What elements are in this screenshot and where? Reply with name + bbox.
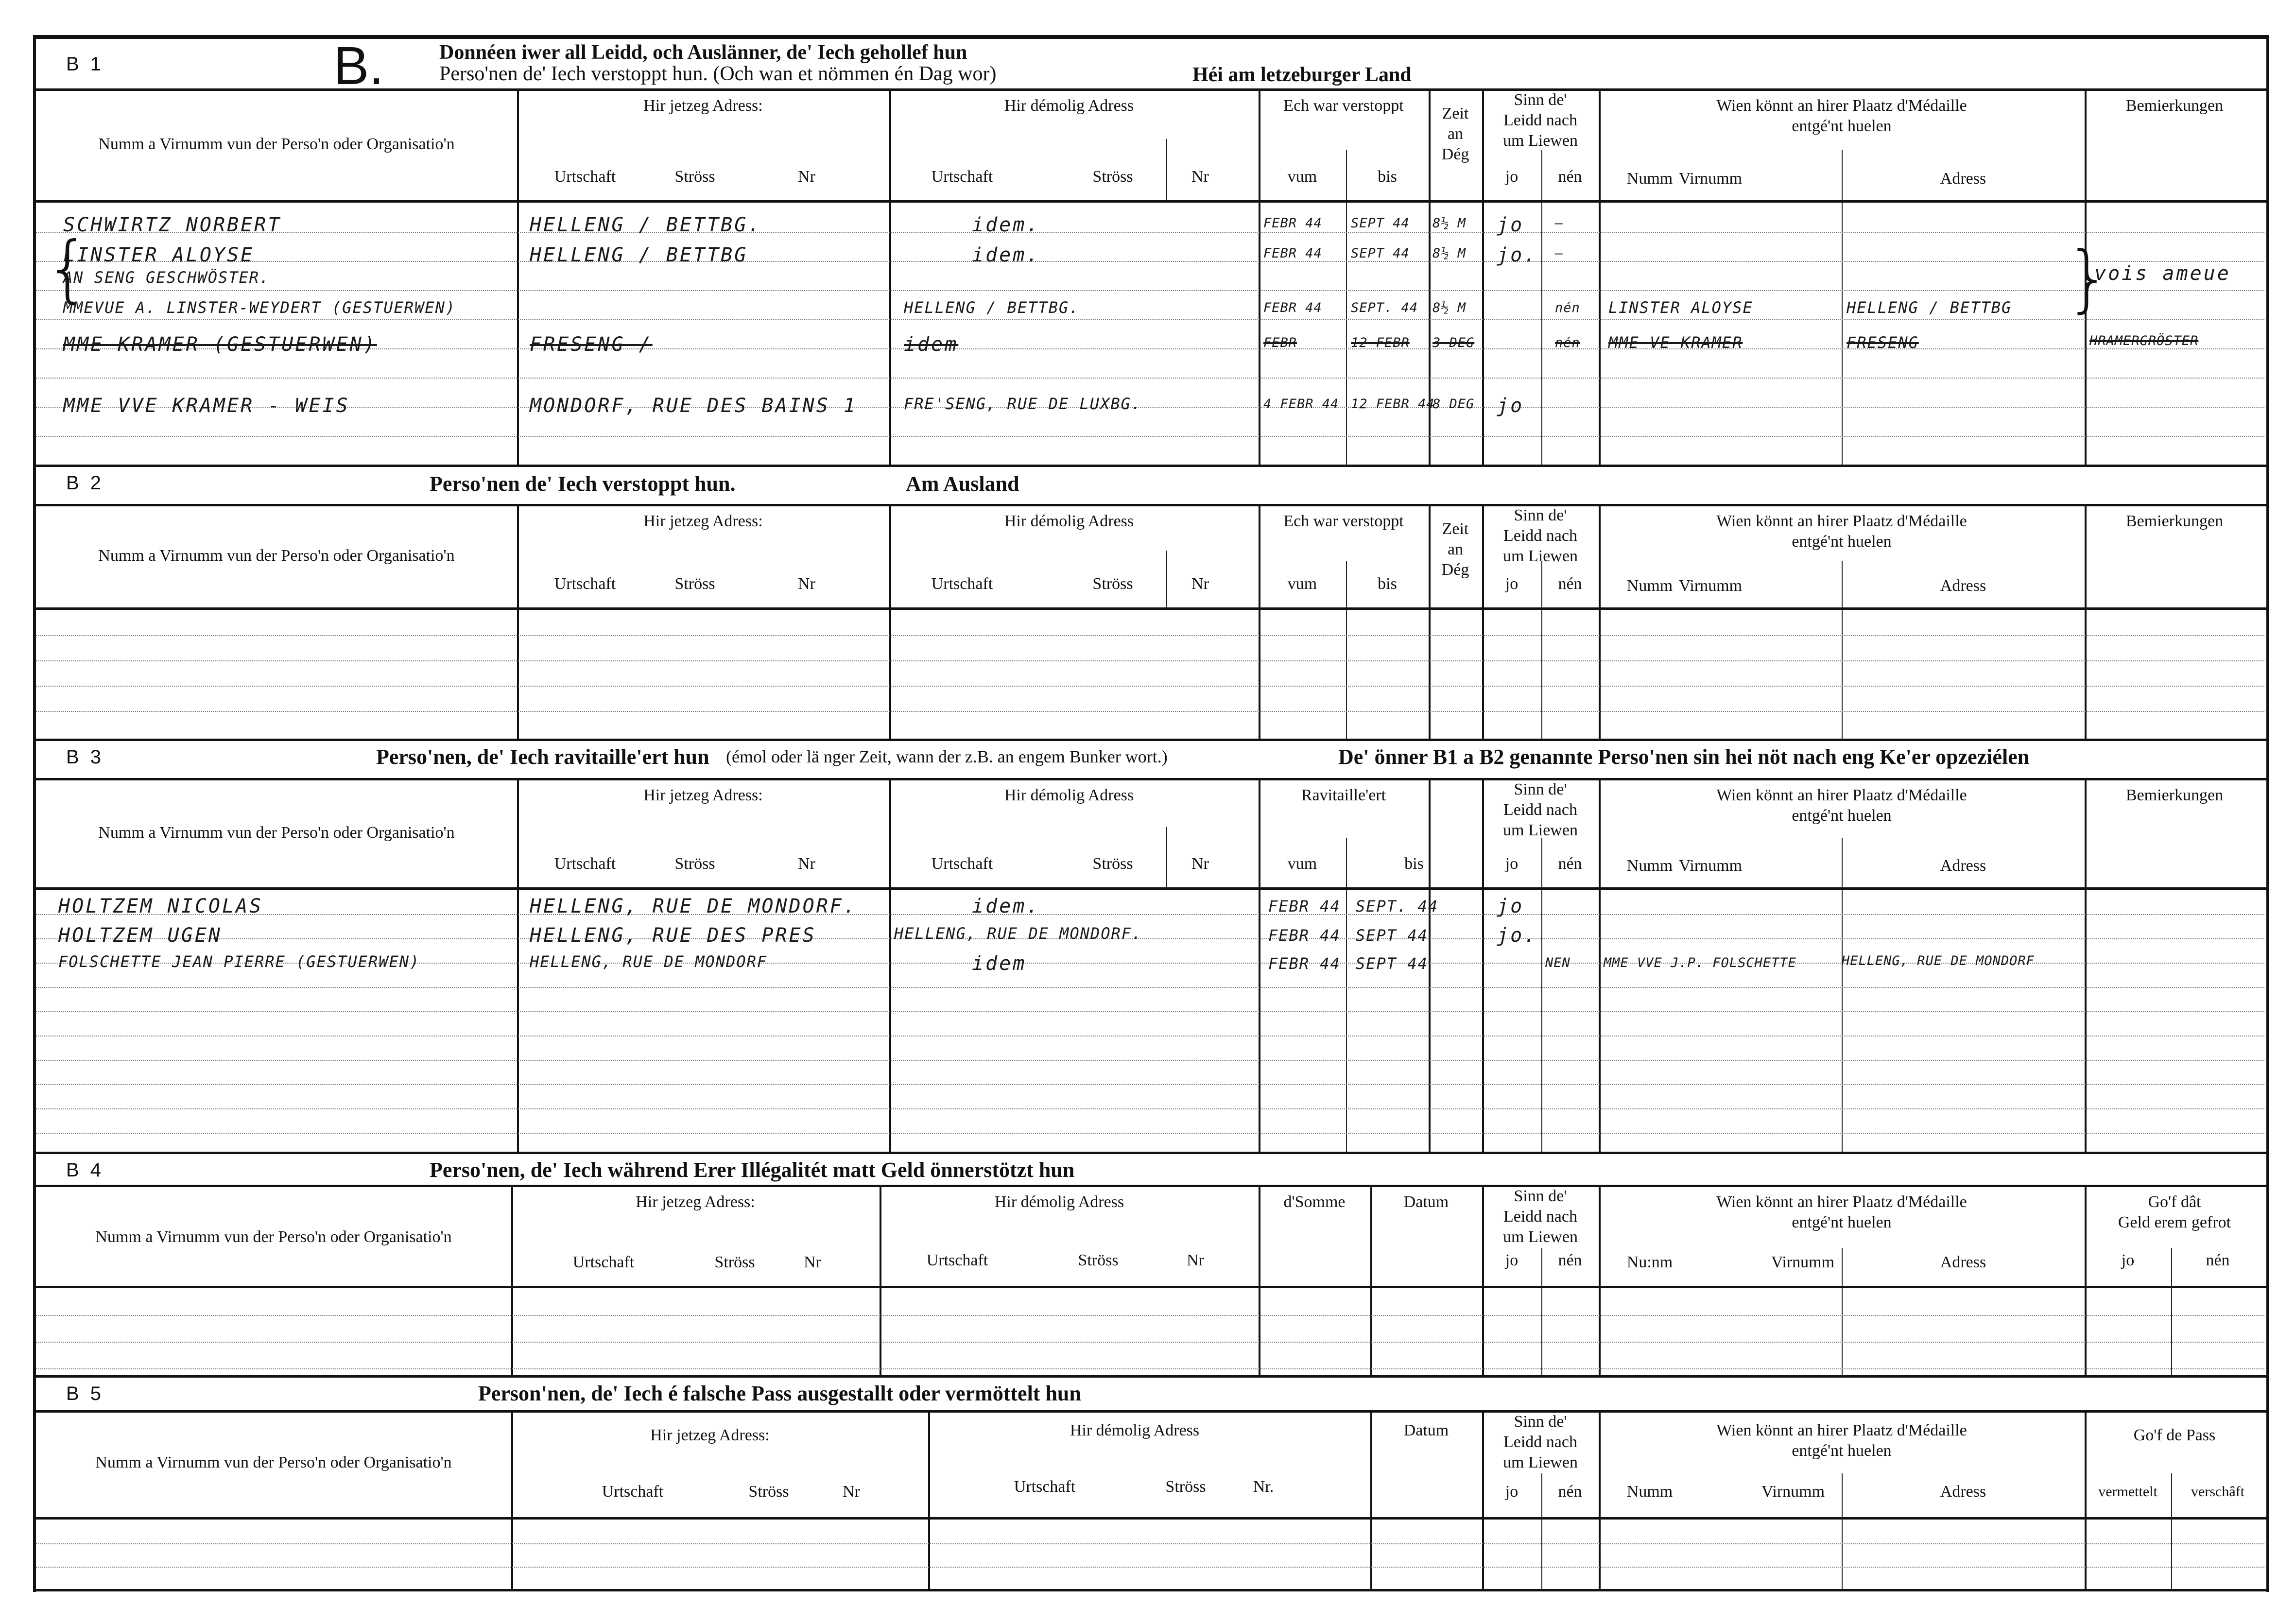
entry-to: 12 FEBR [1351,335,1410,350]
column-rule [1346,203,1347,465]
alive-header: Leidd nach [1503,527,1577,545]
former-address-header: Hir démolig Adress [1004,97,1134,115]
entry-name: MME KRAMER (GESTUERWEN) [63,333,377,356]
column-rule [1541,203,1542,465]
nen-header: nén [1558,855,1582,873]
medal-header: entgé'nt huelen [1792,117,1892,135]
header-bottom-rule [36,1286,2266,1288]
column-rule [1842,203,1843,465]
virnumm-header: Virnumm [1678,170,1743,188]
column-rule [1346,610,1347,739]
alive-header: Leidd nach [1503,1208,1577,1226]
column-rule [1259,610,1260,739]
column-rule [517,610,519,739]
nen-header: nén [2206,1251,2230,1269]
urtschaft-header: Urtschaft [554,575,616,593]
stross-header: Ströss [1165,1478,1206,1496]
medal-header: Wien könnt an hirer Plaatz d'Médaille [1716,786,1967,804]
entry-former-address: idem. [972,895,1040,917]
entry-name: FOLSCHETTE JEAN PIERRE (GESTUERWEN) [58,952,420,971]
jo-header: jo [1505,168,1519,186]
entry-alive-yes: jo [1497,214,1524,236]
alive-header: Sinn de' [1514,91,1567,109]
adress-header: Adress [1940,170,1986,188]
column-rule [1599,610,1601,739]
entry-alive-no: NEN [1545,955,1570,970]
right-brace: } [2065,236,2112,321]
dotted-row [36,635,2264,636]
entry-former-address: idem [972,952,1027,975]
column-rule [1482,203,1484,465]
header-bottom-rule [36,200,2266,203]
column-rule [2085,610,2087,739]
column-rule [517,203,519,465]
medal-header: entgé'nt huelen [1792,533,1892,551]
medal-header: entgé'nt huelen [1792,807,1892,825]
medal-header: Wien könnt an hirer Plaatz d'Médaille [1716,512,1967,530]
stross-header: Ströss [1092,855,1133,873]
entry-former-address: HELLENG, RUE DE MONDORF. [894,924,1142,943]
remarks-header: Bemierkungen [2125,786,2224,804]
entry-alive-no: nén [1555,300,1580,315]
nen-header: nén [1558,1483,1582,1501]
entry-former-address: FRE'SENG, RUE DE LUXBG. [904,395,1142,413]
ravitaille-header: Ravitaille'ert [1301,786,1386,804]
entry-alive-yes: jo. [1497,244,1538,266]
section-b2 [33,467,2269,742]
left-brace: { [45,226,91,311]
date-header: Datum [1403,1421,1449,1439]
column-rule [1541,890,1542,1152]
bis-header: bis [1378,575,1397,593]
entry-from: FEBR 44 [1263,216,1322,231]
entry-name: SCHWIRTZ NORBERT [63,214,282,236]
jo-header: jo [1505,855,1519,873]
gof-money-header: Go'f dât [2148,1193,2201,1211]
entry-former-address: idem. [972,214,1040,236]
dotted-row [36,1567,2264,1568]
bracket-remark: vois ameue [2094,262,2231,285]
column-rule [889,610,891,739]
header-top-rule [36,1185,2266,1187]
column-rule [1259,890,1260,1152]
column-rule [1482,890,1484,1152]
entry-to: 12 FEBR 44 [1351,397,1435,412]
hidden-period-header: Ech war verstoppt [1283,97,1404,115]
entry-former-address: idem [904,333,959,356]
dotted-row [36,261,2264,262]
entry-from: FEBR 44 [1268,954,1341,973]
bis-header: bis [1378,168,1397,186]
dotted-row [36,1368,2264,1369]
alive-header: Sinn de' [1514,780,1567,798]
entry-current-address: HELLENG / BETTBG [530,244,748,266]
nr-header: Nr [843,1483,860,1501]
column-rule [1370,1187,1372,1375]
section-label: B 3 [66,746,104,768]
current-address-header: Hir jetzeg Adress: [643,97,763,115]
dotted-row [36,686,2264,687]
column-rule [1842,610,1843,739]
entry-days: 3 DEG [1432,335,1475,350]
dotted-row [36,232,2264,233]
column-rule [1429,890,1431,1152]
section-big-letter: B. [333,36,384,96]
days-header: Zeit [1442,520,1469,538]
nr-header: Nr [798,855,815,873]
entry-to: SEPT 44 [1351,246,1410,261]
stross-header: Ströss [748,1483,789,1501]
entry-medal-address: FRESENG [1847,333,1919,352]
alive-header: Sinn de' [1514,1187,1567,1205]
stross-header: Ströss [674,168,715,186]
numm-header: Numm [1626,1483,1673,1501]
gof-pass-header: Go'f de Pass [2133,1426,2216,1444]
entry-from: 4 FEBR 44 [1263,397,1339,412]
entry-current-address: HELLENG / BETTBG. [530,214,762,236]
column-rule [1599,203,1601,465]
medal-header: Wien könnt an hirer Plaatz d'Médaille [1716,1193,1967,1211]
alive-header: um Liewen [1503,547,1578,565]
medal-header: entgé'nt huelen [1792,1442,1892,1460]
section-title-small: (émol oder lä nger Zeit, wann der z.B. an engem Bunker wort.) [726,747,1168,766]
entry-current-address: MONDORF, RUE DES BAINS 1 [530,395,857,417]
alive-header: um Liewen [1503,821,1578,839]
days-header: an [1447,125,1464,143]
column-rule [889,203,891,465]
medal-header: Wien könnt an hirer Plaatz d'Médaille [1716,97,1967,115]
entry-medal-address: HELLENG / BETTBG [1847,298,2012,317]
section-title-right: Am Ausland [906,472,1019,496]
nen-header: nén [1558,168,1582,186]
column-rule [1346,890,1347,1152]
virnumm-header: Virnumm [1771,1253,1835,1271]
column-rule [1429,610,1431,739]
section-bottom-rule [36,739,2266,741]
urtschaft-header: Urtschaft [602,1483,664,1501]
days-header: Dég [1441,145,1469,163]
adress-header: Adress [1940,857,1986,875]
dotted-row [36,1133,2264,1134]
column-rule [1259,203,1260,465]
section-title-right: De' önner B1 a B2 genannte Perso'nen sin hei nöt nach eng Ke'er opzeziélen [1338,745,2030,769]
nr-header: Nr [1191,575,1209,593]
nr-header: Nr [1191,855,1209,873]
entry-to: SEPT 44 [1356,926,1428,945]
header-top-rule [36,88,2266,91]
entry-current-address: HELLENG, RUE DE MONDORF. [530,895,857,917]
section-title: Perso'nen de' Iech verstoppt hun. [430,472,736,496]
stross-header: Ströss [674,575,715,593]
column-rule [1166,827,1167,887]
entry-days: 8½ M [1432,300,1467,315]
former-address-header: Hir démolig Adress [1004,512,1134,530]
header-bottom-rule [36,607,2266,610]
header-top-rule [36,778,2266,780]
entry-alive-no: — [1555,246,1564,261]
dotted-row [36,1315,2264,1316]
alive-header: um Liewen [1503,1228,1578,1246]
dotted-row [36,378,2264,379]
entry-from: FEBR [1263,335,1297,350]
column-rule [1259,1187,1260,1375]
intro-line-2-right: Héi am letzeburger Land [1192,64,1412,86]
entry-name: MMEVUE A. LINSTER-WEYDERT (GESTUERWEN) [63,298,456,317]
section-bottom-rule [36,465,2266,467]
dotted-row [36,914,2264,915]
alive-header: um Liewen [1503,1453,1578,1471]
jo-header: jo [1505,1483,1519,1501]
entry-medal-address: HELLENG, RUE DE MONDORF [1842,953,2035,968]
former-address-header: Hir démolig Adress [1070,1421,1200,1439]
nr-header: Nr [798,168,815,186]
numm-header: Numm [1626,170,1673,188]
bis-header: bis [1404,855,1424,873]
jo-header: jo [1505,575,1519,593]
sum-header: d'Somme [1283,1193,1346,1211]
alive-header: Leidd nach [1503,801,1577,819]
name-column-header: Numm a Virnumm vun der Perso'n oder Organisatio'n [98,135,455,153]
nr-header: Nr [798,575,815,593]
column-rule [1166,139,1167,200]
dotted-row [36,290,2264,291]
gof-money-header: Geld erem gefrot [2118,1213,2231,1231]
entry-name: AN SENG GESCHWÖSTER. [63,268,270,287]
entry-former-address: HELLENG / BETTBG. [904,298,1080,317]
entry-name: LINSTER ALOYSE [63,244,255,266]
entry-from: FEBR 44 [1263,246,1322,261]
hidden-period-header: Ech war verstoppt [1283,512,1404,530]
numm-header: Numm [1626,857,1673,875]
name-column-header: Numm a Virnumm vun der Perso'n oder Organisatio'n [98,546,455,565]
section-title: Person'nen, de' Iech é falsche Pass ausgestallt oder vermöttelt hun [478,1382,1081,1405]
alive-header: Leidd nach [1503,111,1577,129]
entry-medal-name: MME VE KRAMER [1608,333,1743,352]
entry-name: HOLTZEM UGEN [58,924,222,947]
alive-header: Sinn de' [1514,1413,1567,1431]
urtschaft-header: Urtschaft [572,1253,635,1271]
section-title: Perso'nen, de' Iech ravitaille'ert hun [376,745,709,769]
nen-header: nén [1558,1251,1582,1269]
stross-header: Ströss [1078,1251,1119,1269]
urtschaft-header: Urtschaft [931,168,993,186]
entry-to: SEPT 44 [1356,954,1428,973]
dotted-row [36,1543,2264,1544]
dotted-row [36,938,2264,939]
former-address-header: Hir démolig Adress [994,1193,1124,1211]
entry-medal-name: MME VVE J.P. FOLSCHETTE [1604,955,1796,970]
dotted-row [36,319,2264,320]
section-bottom-rule [36,1152,2266,1154]
verschaft-header: verschâft [2191,1484,2244,1500]
stross-header: Ströss [1092,168,1133,186]
column-rule [1541,610,1542,739]
days-header: Dég [1441,561,1469,579]
dotted-row [36,1036,2264,1037]
entry-from: FEBR 44 [1268,897,1341,916]
dotted-row [36,1108,2264,1109]
alive-header: um Liewen [1503,132,1578,150]
entry-current-address: HELLENG, RUE DE MONDORF [530,952,768,971]
vum-header: vum [1287,855,1317,873]
entry-name: MME VVE KRAMER - WEIS [63,395,350,417]
vermettelt-header: vermettelt [2098,1484,2157,1500]
nr-header: Nr. [1253,1478,1274,1496]
header-top-rule [36,504,2266,506]
virnumm-header: Virnumm [1761,1483,1825,1501]
entry-days: 8½ M [1432,246,1467,261]
entry-alive-yes: jo. [1497,924,1538,947]
entry-remark: HRAMERGRÖSTER [2089,333,2199,348]
current-address-header: Hir jetzeg Adress: [643,786,763,804]
current-address-header: Hir jetzeg Adress: [643,512,763,530]
entry-current-address: HELLENG, RUE DES PRES [530,924,816,947]
entry-days: 8 DEG [1432,397,1475,412]
days-header: an [1447,540,1464,558]
numm-header: Numm [1626,577,1673,595]
section-label: B 4 [66,1159,104,1181]
section-label: B 5 [66,1383,104,1404]
urtschaft-header: Urtschaft [1014,1478,1076,1496]
nen-header: nén [1558,575,1582,593]
name-column-header: Numm a Virnumm vun der Perso'n oder Organisatio'n [95,1228,452,1246]
remarks-header: Bemierkungen [2125,97,2224,115]
column-rule [511,1187,513,1375]
urtschaft-header: Urtschaft [554,168,616,186]
virnumm-header: Virnumm [1678,577,1743,595]
adress-header: Adress [1940,1253,1986,1271]
column-rule [1842,890,1843,1152]
entry-to: SEPT. 44 [1351,300,1418,315]
entry-name: HOLTZEM NICOLAS [58,895,263,917]
section-title: Perso'nen, de' Iech während Erer Illégalitét matt Geld önnerstötzt hun [430,1158,1075,1182]
entry-to: SEPT. 44 [1356,897,1439,916]
header-bottom-rule [36,1517,2266,1520]
nr-header: Nr [804,1253,821,1271]
numm-header: Nu:nm [1626,1253,1673,1271]
stross-header: Ströss [714,1253,755,1271]
date-header: Datum [1403,1193,1449,1211]
entry-days: 8½ M [1432,216,1467,231]
nr-header: Nr [1187,1251,1204,1269]
current-address-header: Hir jetzeg Adress: [636,1193,755,1211]
entry-alive-yes: jo [1497,895,1524,917]
dotted-row [36,436,2264,437]
header-bottom-rule [36,887,2266,890]
column-rule [1482,610,1484,739]
current-address-header: Hir jetzeg Adress: [650,1426,770,1444]
dotted-row [36,711,2264,712]
column-rule [889,890,891,1152]
vum-header: vum [1287,168,1317,186]
section-label: B 2 [66,472,104,494]
days-header: Zeit [1442,104,1469,122]
name-column-header: Numm a Virnumm vun der Perso'n oder Organisatio'n [98,823,455,842]
medal-header: Wien könnt an hirer Plaatz d'Médaille [1716,1421,1967,1439]
intro-line-2: Perso'nen de' Iech verstoppt hun. (Och wan et nömmen én Dag wor) [439,63,997,85]
dotted-row [36,1342,2264,1343]
column-rule [1429,203,1431,465]
nr-header: Nr [1191,168,1209,186]
entry-from: FEBR 44 [1263,300,1322,315]
urtschaft-header: Urtschaft [926,1251,988,1269]
entry-current-address: FRESENG / [530,333,653,356]
stross-header: Ströss [674,855,715,873]
alive-header: Sinn de' [1514,506,1567,524]
urtschaft-header: Urtschaft [931,575,993,593]
stross-header: Ströss [1092,575,1133,593]
header-top-rule [36,1410,2266,1413]
entry-former-address: idem. [972,244,1040,266]
vum-header: vum [1287,575,1317,593]
entry-medal-name: LINSTER ALOYSE [1608,298,1753,317]
former-address-header: Hir démolig Adress [1004,786,1134,804]
column-rule [517,890,519,1152]
remarks-header: Bemierkungen [2125,512,2224,530]
jo-header: jo [2121,1251,2135,1269]
section-bottom-rule [36,1375,2266,1378]
jo-header: jo [1505,1251,1519,1269]
dotted-row [36,660,2264,661]
intro-line-1: Donnéen iwer all Leidd, och Auslänner, de' Iech gehollef hun [439,41,967,64]
column-rule [880,1187,881,1375]
entry-to: SEPT 44 [1351,216,1410,231]
dotted-row [36,1011,2264,1012]
entry-from: FEBR 44 [1268,926,1341,945]
dotted-row [36,407,2264,408]
urtschaft-header: Urtschaft [554,855,616,873]
adress-header: Adress [1940,1483,1986,1501]
name-column-header: Numm a Virnumm vun der Perso'n oder Organisatio'n [95,1453,452,1471]
section-bottom-rule [36,1589,2266,1591]
entry-alive-no: — [1555,216,1564,231]
dotted-row [36,987,2264,988]
column-rule [2085,890,2087,1152]
adress-header: Adress [1940,577,1986,595]
entry-alive-no: nén [1555,335,1580,350]
dotted-row [36,1060,2264,1061]
virnumm-header: Virnumm [1678,857,1743,875]
dotted-row [36,1084,2264,1085]
entry-alive-yes: jo [1497,395,1524,417]
alive-header: Leidd nach [1503,1433,1577,1451]
section-label: B 1 [66,53,104,75]
urtschaft-header: Urtschaft [931,855,993,873]
column-rule [1599,890,1601,1152]
column-rule [1166,551,1167,607]
medal-header: entgé'nt huelen [1792,1213,1892,1231]
